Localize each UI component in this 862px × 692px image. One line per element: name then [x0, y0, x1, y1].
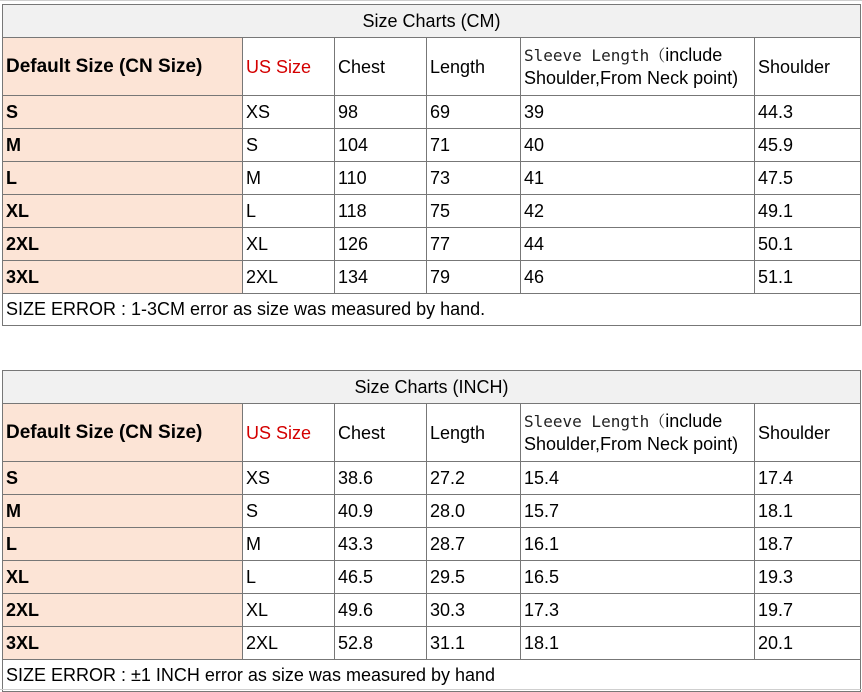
cell-cn-size: XL: [3, 195, 243, 228]
cell-length: 71: [427, 129, 521, 162]
table-row: [3, 162, 861, 195]
cell-chest: 46.5: [335, 561, 427, 594]
header-shoulder: Shoulder: [755, 404, 861, 462]
cell-sleeve: 40: [521, 129, 755, 162]
cell-chest: 110: [335, 162, 427, 195]
cell-length: 75: [427, 195, 521, 228]
header-chest: Chest: [335, 404, 427, 462]
cell-cn-size: 2XL: [3, 594, 243, 627]
table-title: Size Charts (CM): [3, 5, 861, 38]
cell-shoulder: 51.1: [755, 261, 861, 294]
header-length: Length: [427, 38, 521, 96]
top-edge-divider: [0, 0, 862, 1]
cell-cn-size: 3XL: [3, 627, 243, 660]
cell-cn-size: S: [3, 96, 243, 129]
header-sleeve-length-suffix: include Shoulder,From Neck point): [524, 410, 739, 454]
table-row: [3, 96, 861, 129]
cell-shoulder: 19.7: [755, 594, 861, 627]
cell-us-size: M: [243, 528, 335, 561]
cell-chest: 134: [335, 261, 427, 294]
table-row: [3, 528, 861, 561]
cell-shoulder: 18.1: [755, 495, 861, 528]
cell-chest: 49.6: [335, 594, 427, 627]
cell-length: 73: [427, 162, 521, 195]
cell-chest: 118: [335, 195, 427, 228]
cell-us-size: XS: [243, 462, 335, 495]
cell-length: 69: [427, 96, 521, 129]
header-us-size: US Size: [243, 38, 335, 96]
cell-sleeve: 17.3: [521, 594, 755, 627]
cell-us-size: S: [243, 129, 335, 162]
header-length: Length: [427, 404, 521, 462]
cell-sleeve: 41: [521, 162, 755, 195]
header-sleeve-length: [521, 404, 755, 462]
cell-us-size: XS: [243, 96, 335, 129]
cell-us-size: XL: [243, 228, 335, 261]
cell-shoulder: 50.1: [755, 228, 861, 261]
header-sleeve-length-prefix: Sleeve Length（: [524, 411, 666, 431]
cell-cn-size: 3XL: [3, 261, 243, 294]
cell-us-size: S: [243, 495, 335, 528]
cell-sleeve: 18.1: [521, 627, 755, 660]
cell-chest: 104: [335, 129, 427, 162]
header-row: [3, 38, 861, 96]
size-error-note: SIZE ERROR : 1-3CM error as size was measured by hand.: [3, 294, 861, 326]
table-row: [3, 594, 861, 627]
cell-sleeve: 44: [521, 228, 755, 261]
cell-shoulder: 49.1: [755, 195, 861, 228]
cell-length: 79: [427, 261, 521, 294]
header-us-size: US Size: [243, 404, 335, 462]
cell-us-size: XL: [243, 594, 335, 627]
cell-shoulder: 19.3: [755, 561, 861, 594]
cell-shoulder: 44.3: [755, 96, 861, 129]
cell-us-size: L: [243, 195, 335, 228]
cell-cn-size: L: [3, 528, 243, 561]
table-title: Size Charts (INCH): [3, 371, 861, 404]
cell-chest: 52.8: [335, 627, 427, 660]
cell-chest: 98: [335, 96, 427, 129]
cell-length: 28.7: [427, 528, 521, 561]
cell-sleeve: 15.4: [521, 462, 755, 495]
size-error-note: SIZE ERROR : ±1 INCH error as size was measured by hand: [3, 660, 861, 692]
cell-cn-size: XL: [3, 561, 243, 594]
size-table-cm: [2, 4, 861, 326]
table-row: [3, 627, 861, 660]
table-row: [3, 129, 861, 162]
cell-shoulder: 45.9: [755, 129, 861, 162]
cell-chest: 43.3: [335, 528, 427, 561]
cell-length: 31.1: [427, 627, 521, 660]
cell-cn-size: S: [3, 462, 243, 495]
cell-shoulder: 18.7: [755, 528, 861, 561]
table-row: [3, 261, 861, 294]
header-sleeve-length-suffix: include Shoulder,From Neck point): [524, 44, 739, 88]
header-sleeve-length: [521, 38, 755, 96]
table-row: [3, 195, 861, 228]
header-chest: Chest: [335, 38, 427, 96]
cell-length: 27.2: [427, 462, 521, 495]
table-row: [3, 462, 861, 495]
cell-cn-size: L: [3, 162, 243, 195]
table-row: [3, 561, 861, 594]
cell-cn-size: M: [3, 129, 243, 162]
header-default-size: Default Size (CN Size): [3, 38, 243, 96]
cell-shoulder: 20.1: [755, 627, 861, 660]
cell-us-size: L: [243, 561, 335, 594]
cell-us-size: M: [243, 162, 335, 195]
header-default-size: Default Size (CN Size): [3, 404, 243, 462]
size-chart-cm: [2, 4, 860, 326]
cell-sleeve: 16.5: [521, 561, 755, 594]
cell-sleeve: 15.7: [521, 495, 755, 528]
cell-chest: 126: [335, 228, 427, 261]
table-row: [3, 495, 861, 528]
cell-chest: 38.6: [335, 462, 427, 495]
cell-cn-size: 2XL: [3, 228, 243, 261]
cell-length: 30.3: [427, 594, 521, 627]
size-chart-inch: [2, 370, 860, 692]
header-row: [3, 404, 861, 462]
cell-sleeve: 16.1: [521, 528, 755, 561]
cell-length: 77: [427, 228, 521, 261]
cell-sleeve: 46: [521, 261, 755, 294]
cell-sleeve: 39: [521, 96, 755, 129]
cell-us-size: 2XL: [243, 261, 335, 294]
cell-us-size: 2XL: [243, 627, 335, 660]
cell-sleeve: 42: [521, 195, 755, 228]
cell-length: 29.5: [427, 561, 521, 594]
cell-shoulder: 17.4: [755, 462, 861, 495]
cell-shoulder: 47.5: [755, 162, 861, 195]
table-row: [3, 228, 861, 261]
cell-chest: 40.9: [335, 495, 427, 528]
cell-length: 28.0: [427, 495, 521, 528]
header-sleeve-length-prefix: Sleeve Length（: [524, 45, 666, 65]
size-table-inch: [2, 370, 861, 692]
bottom-edge-divider: [0, 689, 862, 690]
cell-cn-size: M: [3, 495, 243, 528]
header-shoulder: Shoulder: [755, 38, 861, 96]
